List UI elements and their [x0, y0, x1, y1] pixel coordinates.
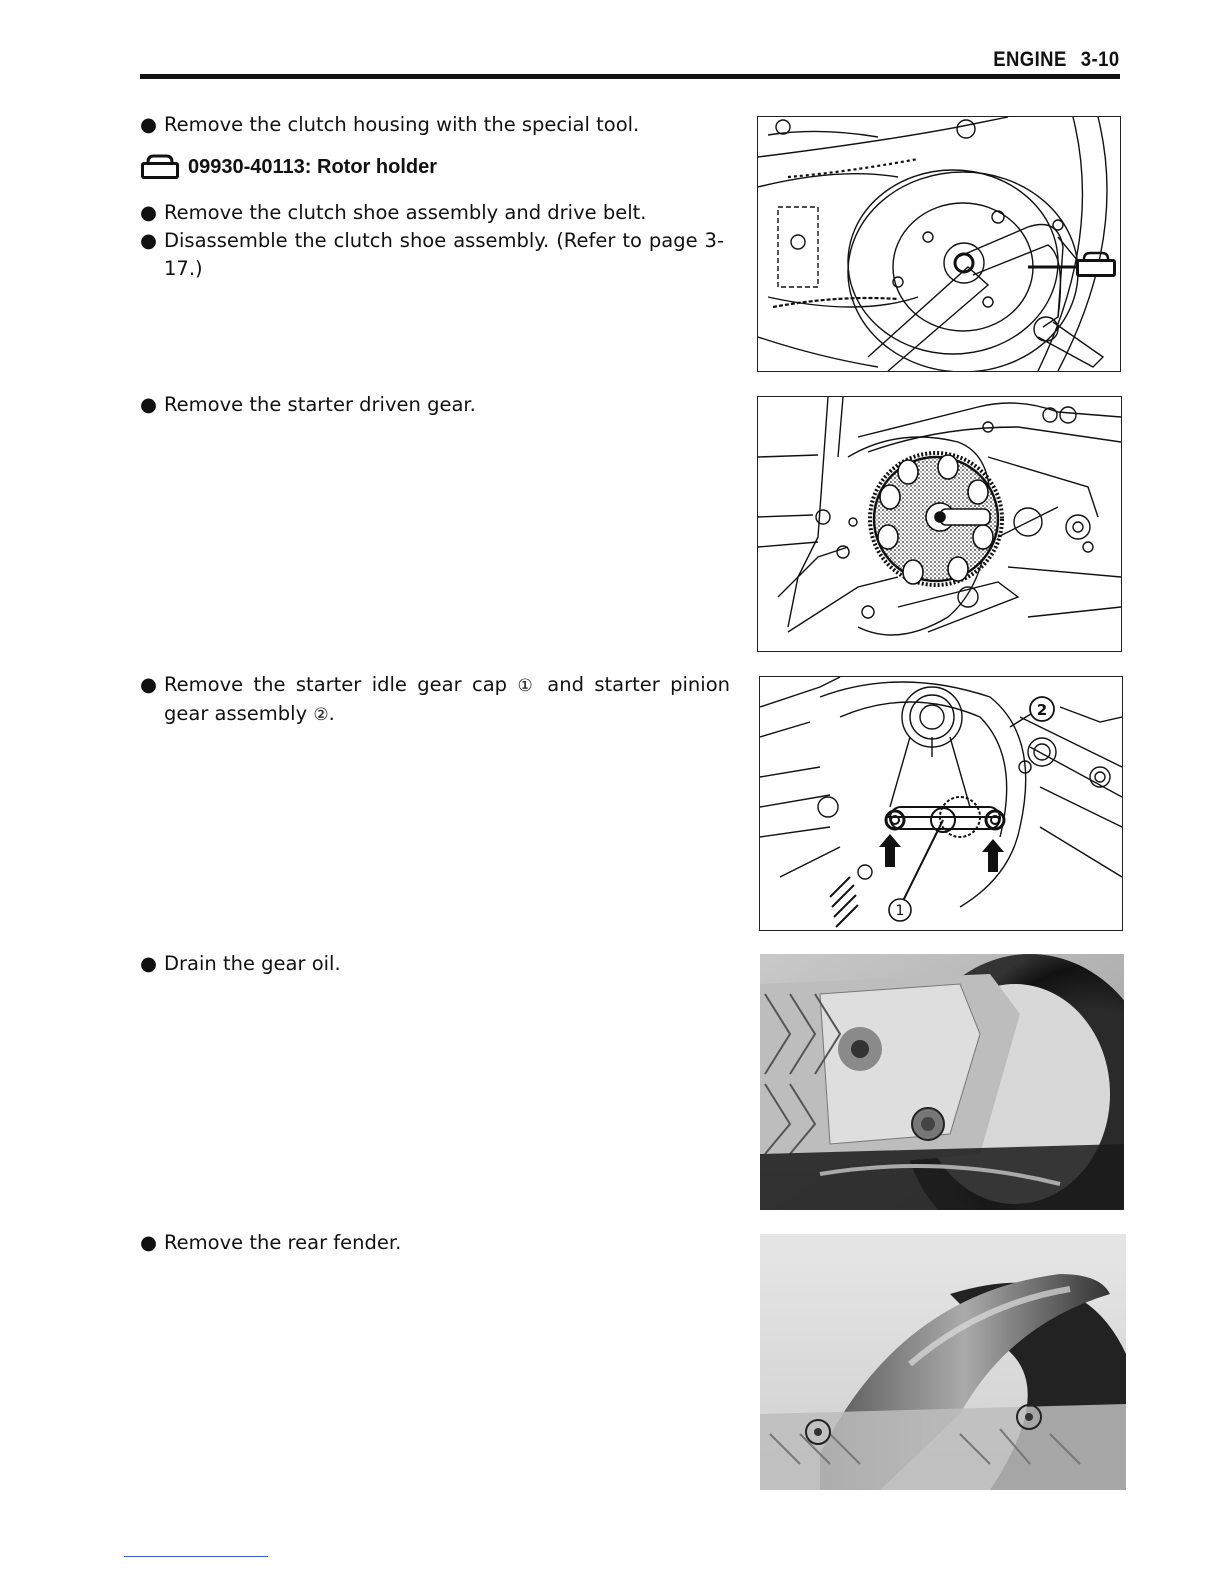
special-tool-line [140, 152, 437, 182]
step-remove-clutch-housing [140, 111, 730, 139]
idle-gear-cap-illustration [760, 677, 1122, 930]
step-drain-gear-oil [140, 950, 730, 978]
step-text-part: Remove the starter idle gear cap [164, 673, 508, 696]
callout-number-2: ② [313, 705, 329, 725]
bullet-icon: ● [140, 673, 158, 696]
bullet-icon: ● [140, 201, 158, 224]
step-remove-clutch-shoe [140, 199, 730, 227]
section-name: ENGINE [993, 48, 1068, 71]
callout-number-1: ① [517, 676, 537, 696]
bullet-icon: ● [140, 113, 158, 136]
step-text: Disassemble the clutch shoe assembly. (Refer to page 3-17.) [164, 229, 724, 280]
bullet-icon: ● [140, 1231, 158, 1254]
tool-number: 09930-40113 [188, 155, 305, 178]
callout-2-label: 2 [1036, 701, 1048, 719]
step-remove-rear-fender [140, 1229, 730, 1257]
header-rule [140, 74, 1120, 79]
clutch-housing-illustration [758, 117, 1120, 371]
drain-gear-oil-photo [760, 954, 1124, 1210]
idle-gear-cap-figure [759, 676, 1123, 931]
starter-driven-gear-figure [757, 396, 1122, 652]
page-number: 3-10 [1081, 48, 1120, 71]
footer-link-line [124, 1556, 268, 1557]
drain-gear-oil-image [760, 954, 1124, 1210]
tool-callout-icon [1076, 253, 1116, 277]
clutch-housing-figure [757, 116, 1121, 372]
arrow-icons [879, 834, 1004, 872]
callout-1-label: 1 [895, 903, 905, 919]
bullet-icon: ● [140, 952, 158, 975]
step-text: Remove the clutch housing with the special tool. [164, 113, 640, 136]
step-text: Remove the starter driven gear. [164, 393, 476, 416]
bullet-icon: ● [140, 229, 158, 252]
tool-name: : Rotor holder [304, 155, 438, 178]
step-text: Remove the rear fender. [164, 1231, 402, 1254]
step-remove-idle-gear-cap [140, 671, 730, 729]
step-text-part: . [328, 702, 335, 725]
step-text [164, 671, 730, 729]
step-text: Drain the gear oil. [164, 952, 341, 975]
starter-driven-gear-illustration [758, 397, 1121, 651]
step-remove-starter-driven-gear [140, 391, 730, 419]
step-disassemble-clutch-shoe [140, 227, 724, 283]
step-text: Remove the clutch shoe assembly and drive belt. [164, 201, 647, 224]
rear-fender-image [760, 1234, 1126, 1490]
step-text-part: and starter pinion gear assembly [164, 673, 730, 725]
tool-icon [140, 154, 180, 180]
header-title [994, 48, 1120, 72]
bullet-icon: ● [140, 393, 158, 416]
rear-fender-photo [760, 1234, 1126, 1490]
